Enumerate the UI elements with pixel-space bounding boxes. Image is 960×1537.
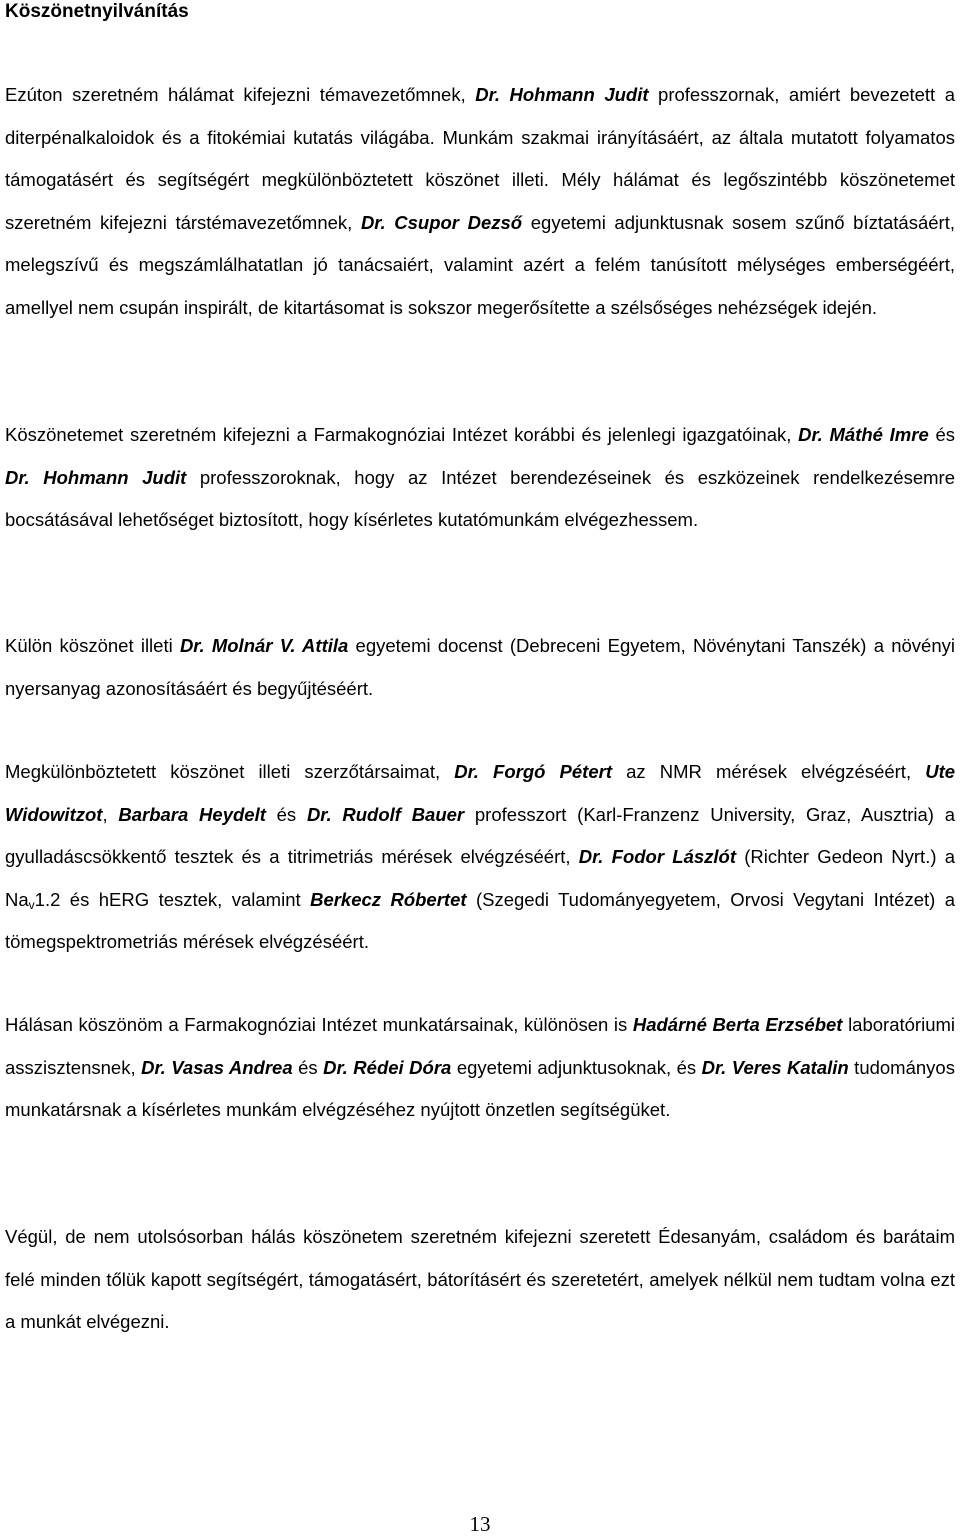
paragraph-plant-material	[5, 625, 955, 710]
person-name: Barbara Heydelt	[118, 803, 266, 825]
paragraph-text: Megkülönböztetett köszönet illeti szerzőtársaimat,	[5, 761, 455, 782]
paragraph-text: és	[265, 803, 307, 825]
person-name: Dr. Hohmann Judit	[475, 84, 649, 105]
paragraph-text: tudományos munkatársnak a kísérletes munkám elvégzéséhez nyújtott önzetlen segítségüket.	[5, 1056, 955, 1121]
person-name: Hadárné Berta Erzsébet	[632, 1014, 843, 1035]
person-name: Dr. Rédei Dóra	[323, 1056, 452, 1078]
person-name: Dr. Molnár V. Attila	[179, 635, 349, 656]
paragraph-text: professzort (Karl-Franzenz University, Graz, Ausztria) a gyulladáscsökkentő tesztek és a titrimetriás mérések elvégzéséért,	[5, 803, 955, 868]
paragraph-directors	[5, 414, 955, 542]
paragraph-text: egyetemi adjunktusoknak, és	[451, 1056, 702, 1078]
person-name: Dr. Forgó Pétert	[454, 761, 612, 782]
person-name: Ute Widowitzot	[5, 761, 956, 825]
paragraph-text: egyetemi adjunktusnak sosem szűnő bíztatásáért, melegszívű és megszámlálhatatlan jó tanácsaiért, valamint azért a felém tanúsított mélységes emberségéért, amellyel nem csupán inspirált, de kitartásomat is sokszor megerősítette a szélsőséges nehézségek idején.	[5, 211, 955, 318]
person-name: Dr. Fodor Lászlót	[578, 846, 737, 868]
paragraph-text: Hálásan köszönöm a Farmakognóziai Intézet munkatársainak, különösen is	[5, 1014, 633, 1035]
paragraph-text: Ezúton szeretném hálámat kifejezni témavezetőmnek,	[5, 84, 476, 105]
page-title: Köszönetnyilvánítás	[5, 1, 189, 22]
paragraph-text: (Szegedi Tudományegyetem, Orvosi Vegytani Intézet) a tömegspektrometriás mérések elvégzéséért.	[5, 888, 956, 953]
page-number: 13	[469, 1512, 491, 1536]
paragraph-text: egyetemi docenst (Debreceni Egyetem, Növénytani Tanszék) a növényi nyersanyag azonosításáért és begyűjtéséért.	[5, 635, 955, 699]
person-name: Dr. Rudolf Bauer	[306, 803, 465, 825]
paragraph-family	[5, 1216, 955, 1344]
paragraph-text: 1.2 és hERG tesztek, valamint	[34, 888, 311, 910]
paragraph-coauthors	[5, 751, 955, 964]
person-name: Dr. Csupor Dezső	[360, 211, 523, 233]
person-name: Dr. Máthé Imre	[798, 424, 929, 445]
person-name: Dr. Veres Katalin	[701, 1056, 849, 1078]
paragraph-text: Végül, de nem utolsósorban hálás köszönetem szeretném kifejezni szeretett Édesanyám, családom és barátaim felé minden tőlük kapott segítségért, támogatásért, bátorításért és szeretetért, amelyek nélkül nem tudtam volna ezt a munkát elvégezni.	[5, 1226, 955, 1333]
paragraph-text: (Richter Gedeon Nyrt.) a Na	[5, 846, 956, 910]
person-name: Dr. Hohmann Judit	[5, 466, 187, 488]
paragraph-colleagues	[5, 1004, 955, 1132]
paragraph-text: ,	[102, 803, 119, 825]
paragraph-text: Külön köszönet illeti	[5, 635, 180, 656]
paragraph-supervisors	[5, 74, 955, 330]
subscript: v	[28, 897, 35, 912]
paragraph-text: laboratóriumi asszisztensnek,	[5, 1014, 955, 1078]
person-name: Berkecz Róbertet	[310, 888, 467, 910]
paragraph-text: professzornak, amiért bevezetett a diterpénalkaloidok és a fitokémiai kutatás világába. Munkám szakmai irányításáért, az általa mutatott folyamatos támogatásért és segítségért megkülönböztetett köszönet illeti. Mély hálámat és legőszintébb köszönetemet szeretném kifejezni társtémavezetőmnek,	[5, 84, 956, 233]
paragraph-text: Köszönetemet szeretném kifejezni a Farmakognóziai Intézet korábbi és jelenlegi igazgatóinak,	[5, 424, 799, 445]
paragraph-text: és	[292, 1056, 324, 1078]
person-name: Dr. Vasas Andrea	[141, 1056, 293, 1078]
paragraph-text: és	[928, 424, 955, 445]
paragraph-text: professzoroknak, hogy az Intézet berendezéseinek és eszközeinek rendelkezésemre bocsátásával lehetőséget biztosított, hogy kísérletes kutatómunkám elvégezhessem.	[5, 466, 955, 531]
paragraph-text: az NMR mérések elvégzéséért,	[612, 761, 926, 782]
